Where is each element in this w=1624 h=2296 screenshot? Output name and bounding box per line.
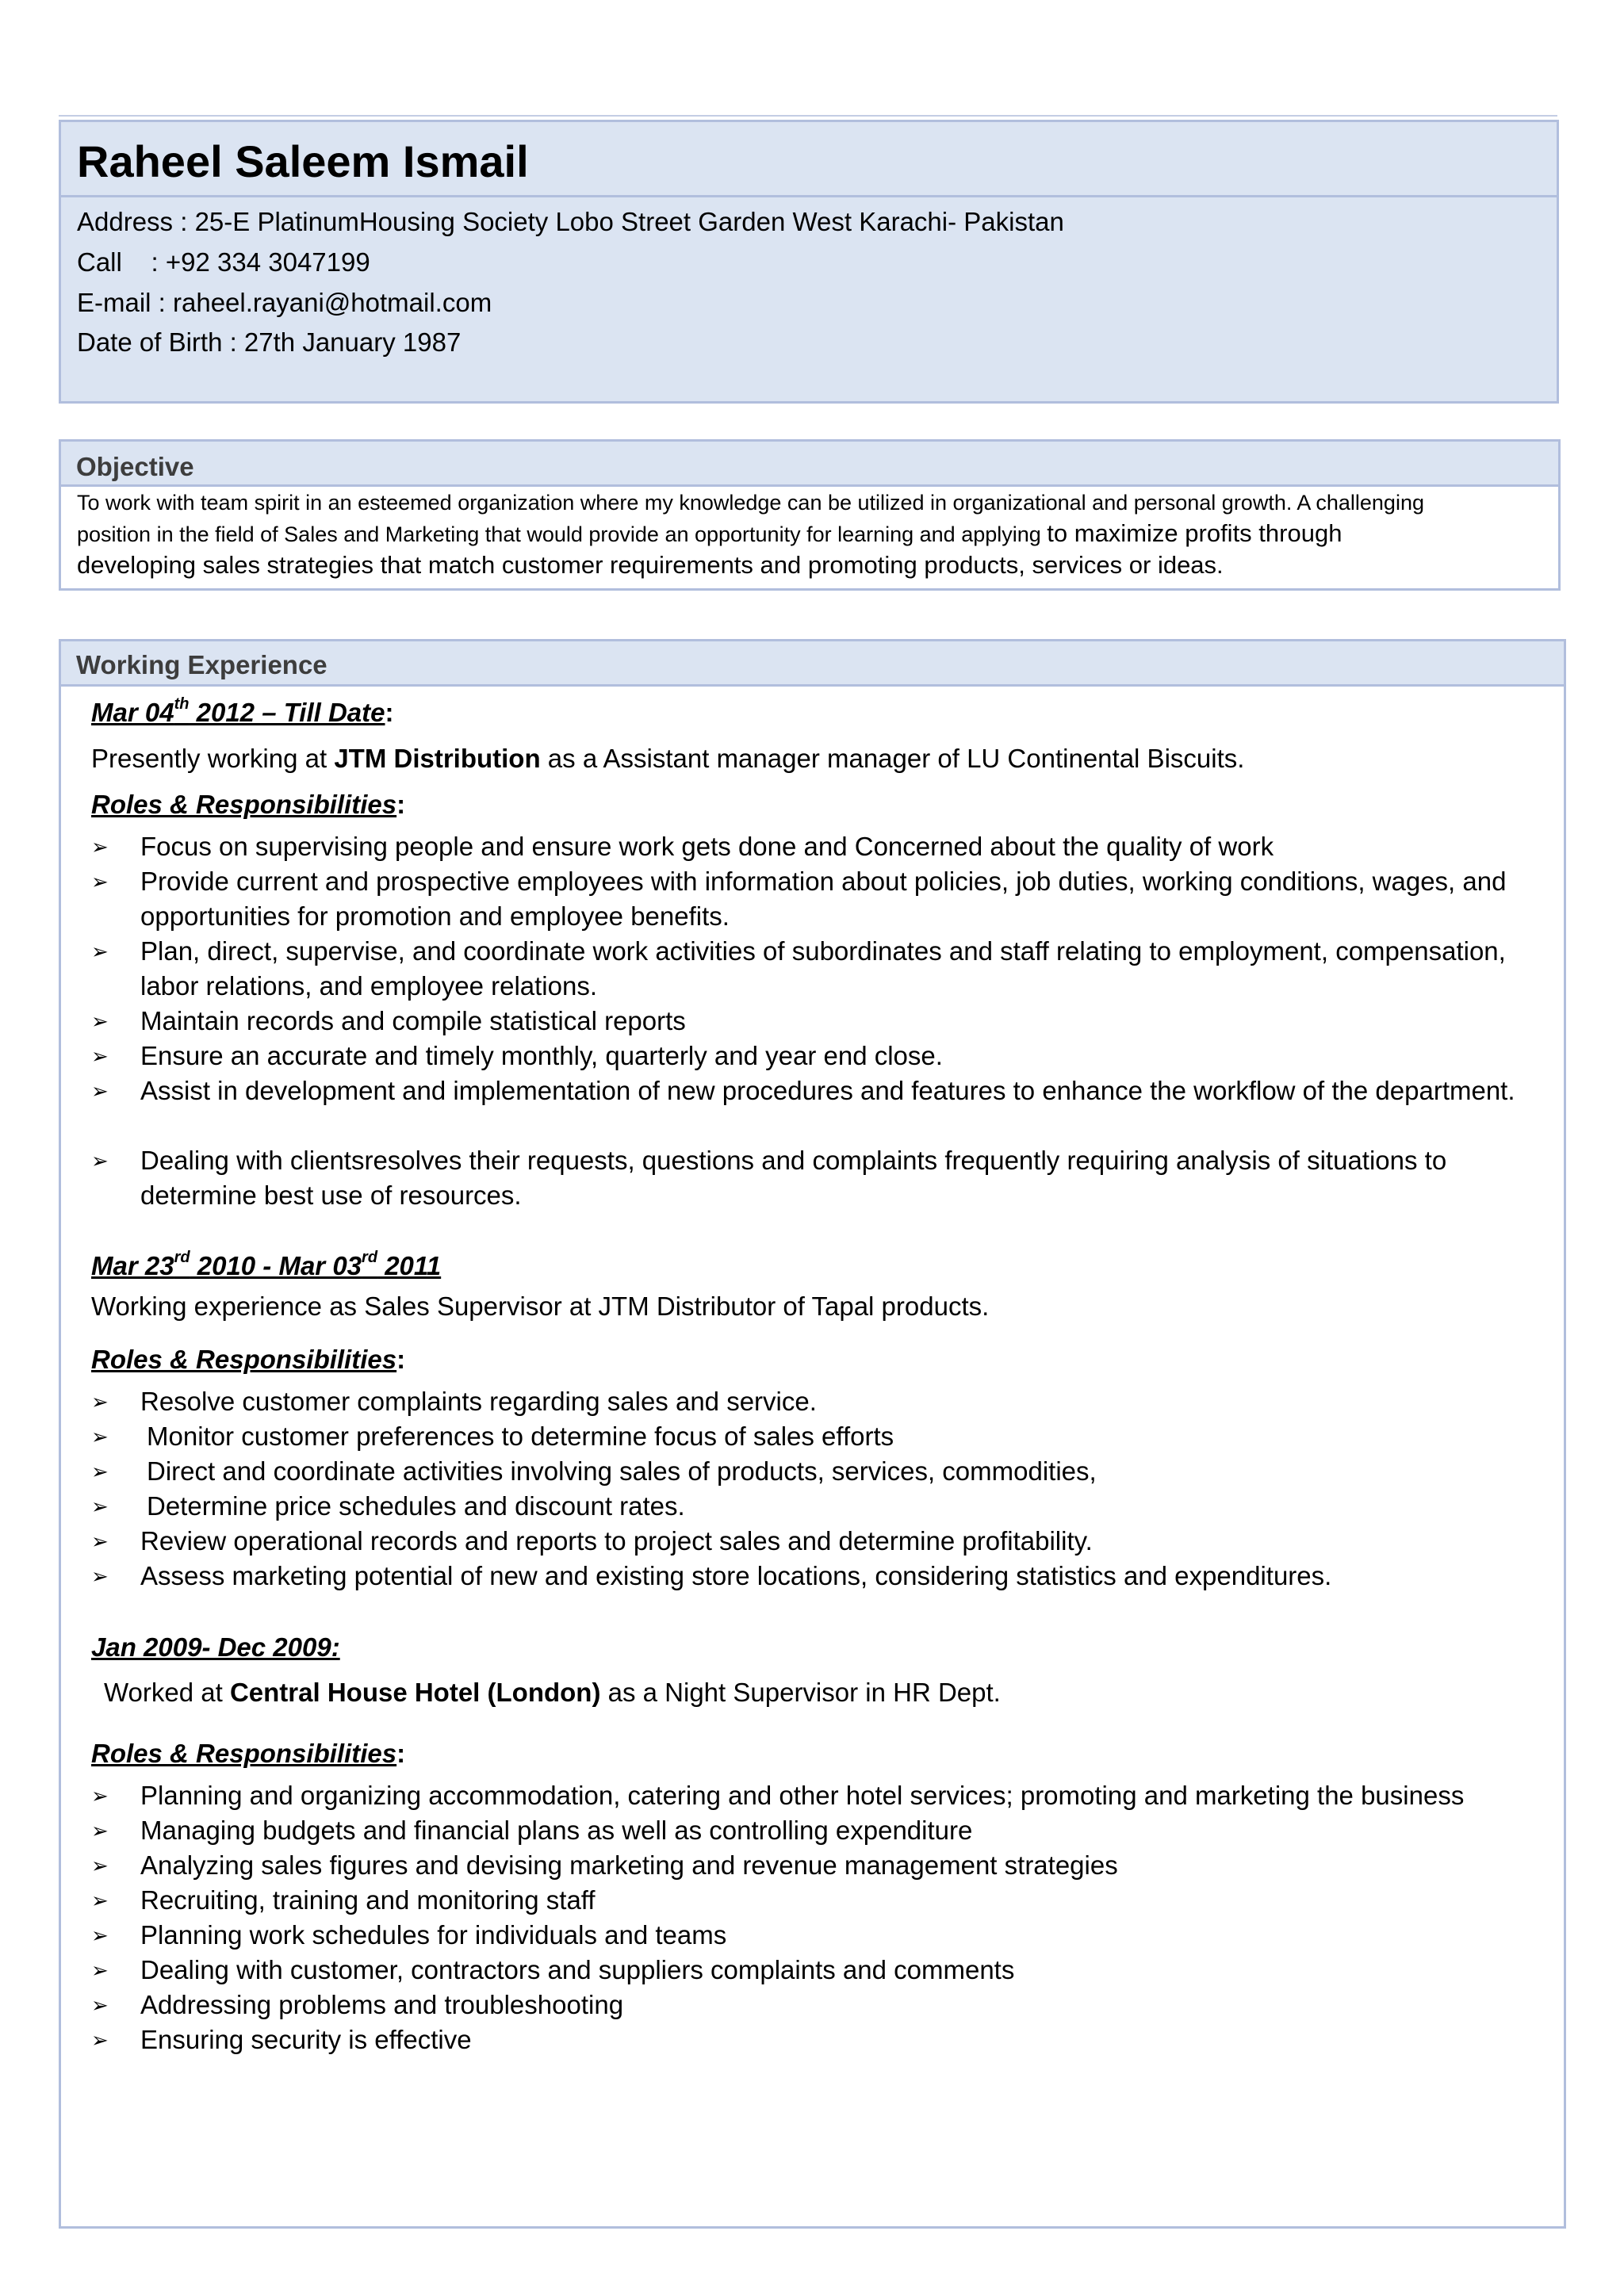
- job2-roles-label: Roles & Responsibilities: [91, 1345, 397, 1374]
- job1-employer: JTM Distribution: [334, 744, 541, 773]
- job3-roles-colon: :: [396, 1739, 406, 1768]
- job1-date-suffix: th: [174, 695, 190, 713]
- job2-date-end: 2011: [377, 1251, 442, 1280]
- job2-date-suffix-1: rd: [174, 1249, 190, 1266]
- arrow-bullet-icon: ➢: [91, 1425, 109, 1448]
- objective-text-line-2b: to maximize profits through: [1047, 519, 1342, 547]
- header-top-rule: [59, 115, 1557, 117]
- working-experience-heading-bar: [61, 641, 1564, 687]
- job3-roles-heading: [91, 1738, 405, 1770]
- dob-line: Date of Birth : 27th January 1987: [77, 327, 462, 357]
- job1-date-start: Mar 04: [91, 698, 174, 727]
- arrow-bullet-icon: ➢: [91, 1819, 109, 1843]
- job1-date-end: 2012 – Till Date: [189, 698, 385, 727]
- working-experience-section: Working Experience Mar 04th 2012 – Till Date: Presently working at JTM Distribution as a Assistant manager manager of LU Continental Biscuits. Roles & Responsibilities: ➢ Focus on supervising people and ensure work gets done and Concerned about the quality of work ➢ Provide current and prospective employees with information about policies, job duties, working conditions, wages, and opportunities for promotion and employee benefits. ➢ Plan, direct, supervise, and coordinate work activities of subordinates and staff relating to employment, compensation, labor relations, and employee relations. ➢ Maintain records and compile statistical reports ➢ Ensure an accurate and timely monthly, quarterly and year end close. ➢ Assist in development and implementation of new procedures and features to enhance the workflow of the department. ➢ Dealing with clientsresolves their requests, questions and complaints frequently requiring analysis of situations to determine best use of resources. Mar 23rd 2010 - Mar 03rd 2011 Working experience as Sales Supervisor at JTM Distributor of Tapal products. Roles & Responsibilities: ➢ Resolve customer complaints regarding sales and service. ➢ Monitor customer preferences to determine focus of sales efforts ➢ Direct and coordinate activities involving sales of products, services, commodities, ➢ Determine price schedules and discount rates. ➢ Review operational records and reports to project sales and determine profitability. ➢ Assess marketing potential of new and existing store locations, considering statistics and expenditures. Jan 2009- Dec 2009: Worked at Central House Hotel (London) as a Night Supervisor in HR Dept. Roles & Responsibilities: ➢ Planning and organizing accommodation, catering and other hotel services; promoting and marketing the business ➢ Managing budgets and financial plans as well as controlling expenditure ➢ Analyzing sales figures and devising marketing and revenue management strategies ➢ Recruiting, training and monitoring staff ➢ Planning work schedules for individuals and teams ➢ Dealing with customer, contractors and suppliers complaints and comments ➢ Addressing problems and troubleshooting ➢ Ensuring security is effective: [59, 639, 1566, 2229]
- job1-date: [91, 697, 394, 729]
- job2-description: Working experience as Sales Supervisor at JTM Distributor of Tapal products.: [91, 1292, 990, 1321]
- job2-roles-heading: [91, 1344, 405, 1376]
- working-experience-title: Working Experience: [76, 650, 327, 679]
- objective-text-line-3: developing sales strategies that match customer requirements and promoting products, services or ideas.: [77, 551, 1224, 579]
- objective-heading-bar: [61, 442, 1558, 487]
- objective-text-line-2: [77, 519, 1342, 548]
- job1-roles-colon: :: [396, 790, 406, 819]
- job1-date-colon: :: [385, 698, 394, 727]
- arrow-bullet-icon: ➢: [91, 1009, 109, 1033]
- job1-desc-prefix: Presently working at: [91, 744, 335, 773]
- objective-text-line-2a: position in the field of Sales and Marketing that would provide an opportunity for learning and applying: [77, 522, 1048, 546]
- arrow-bullet-icon: ➢: [91, 870, 109, 894]
- objective-title: Objective: [76, 452, 194, 481]
- phone-line: Call : +92 334 3047199: [77, 247, 370, 277]
- email-line: E-mail : raheel.rayani@hotmail.com: [77, 288, 492, 317]
- arrow-bullet-icon: ➢: [91, 1958, 109, 1982]
- arrow-bullet-icon: ➢: [91, 1888, 109, 1912]
- arrow-bullet-icon: ➢: [91, 939, 109, 963]
- arrow-bullet-icon: ➢: [91, 1044, 109, 1068]
- job2-date: [91, 1250, 441, 1282]
- arrow-bullet-icon: ➢: [91, 1149, 109, 1173]
- arrow-bullet-icon: ➢: [91, 1854, 109, 1877]
- arrow-bullet-icon: ➢: [91, 1494, 109, 1518]
- arrow-bullet-icon: ➢: [91, 2028, 109, 2052]
- name-row: [61, 122, 1557, 197]
- arrow-bullet-icon: ➢: [91, 1564, 109, 1588]
- arrow-bullet-icon: ➢: [91, 1529, 109, 1553]
- job3-date: [91, 1632, 340, 1663]
- job3-desc-prefix: Worked at: [104, 1678, 230, 1707]
- arrow-bullet-icon: ➢: [91, 1923, 109, 1947]
- job1-roles-heading: [91, 789, 405, 821]
- job3-desc-suffix: as a Night Supervisor in HR Dept.: [600, 1678, 1001, 1707]
- job1-desc-suffix: as a Assistant manager manager of LU Continental Biscuits.: [540, 744, 1245, 773]
- job2-roles-colon: :: [396, 1345, 406, 1374]
- contact-header: [59, 120, 1559, 404]
- job2-date-start: Mar 23: [91, 1251, 174, 1280]
- job1-description: [91, 743, 1244, 775]
- job3-roles-label: Roles & Responsibilities: [91, 1739, 397, 1768]
- objective-text-line-1: To work with team spirit in an esteemed organization where my knowledge can be utilized in organizational and personal growth. A challenging: [77, 491, 1424, 515]
- address-line: Address : 25-E PlatinumHousing Society Lobo Street Garden West Karachi- Pakistan: [77, 207, 1064, 236]
- arrow-bullet-icon: ➢: [91, 1460, 109, 1483]
- arrow-bullet-icon: ➢: [91, 1784, 109, 1808]
- objective-section: [59, 439, 1561, 591]
- job3-employer: Central House Hotel (London): [229, 1678, 601, 1707]
- job3-description: [104, 1677, 1001, 1709]
- job3-date-text: Jan 2009- Dec 2009:: [91, 1632, 340, 1662]
- arrow-bullet-icon: ➢: [91, 1079, 109, 1103]
- job2-date-middle: 2010 - Mar 03: [190, 1251, 362, 1280]
- job1-roles-label: Roles & Responsibilities: [91, 790, 397, 819]
- candidate-name: Raheel Saleem Ismail: [77, 136, 529, 186]
- arrow-bullet-icon: ➢: [91, 1993, 109, 2017]
- arrow-bullet-icon: ➢: [91, 835, 109, 859]
- arrow-bullet-icon: ➢: [91, 1390, 109, 1414]
- job2-date-suffix-2: rd: [362, 1249, 378, 1266]
